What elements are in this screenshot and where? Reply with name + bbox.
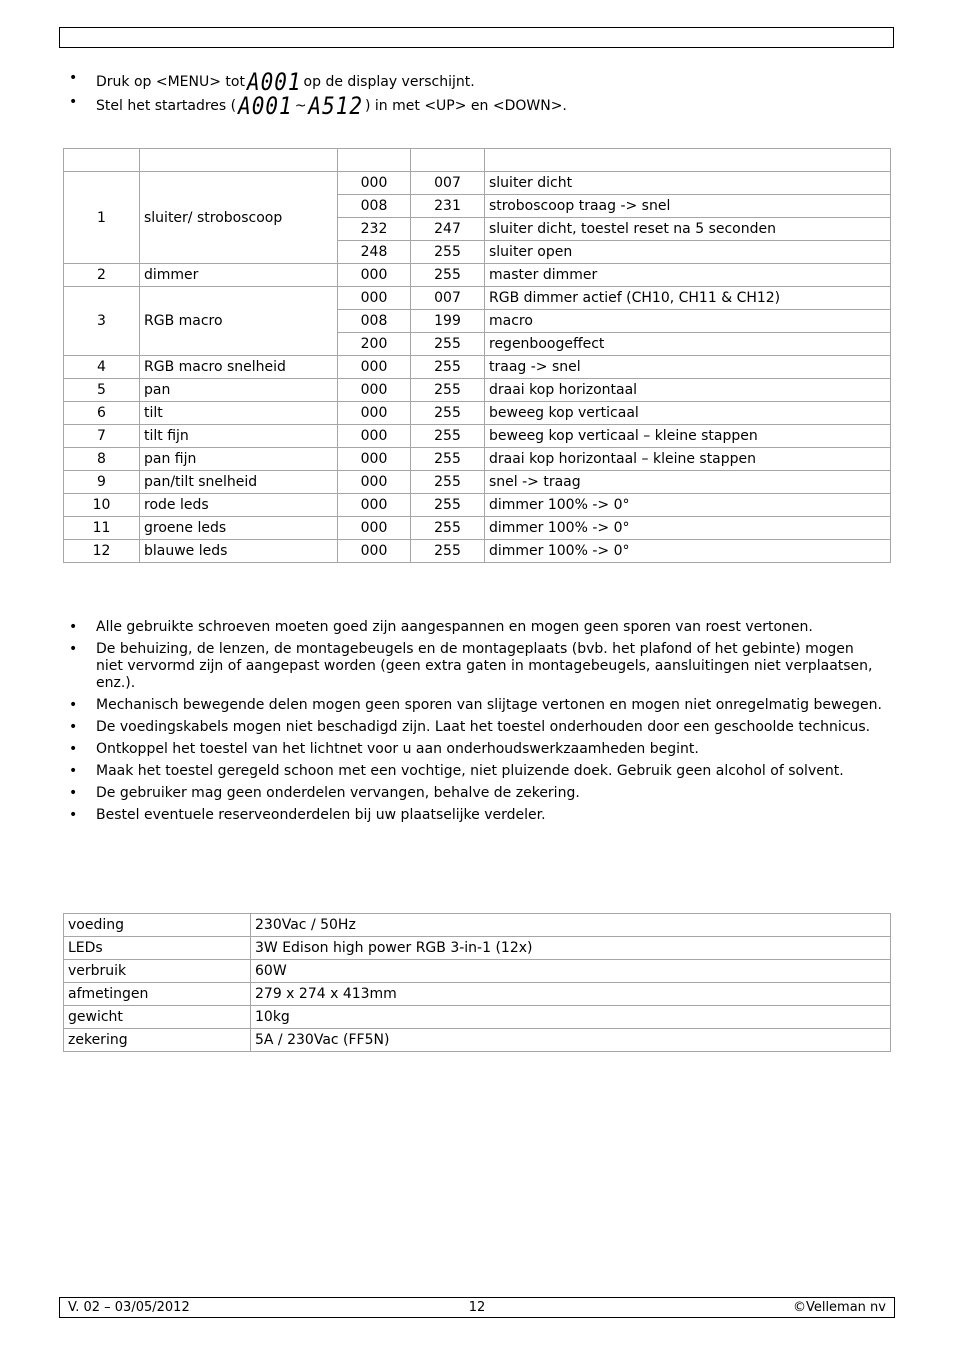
dmx-channel-table xyxy=(63,148,891,563)
channel-cell: 1 xyxy=(64,172,140,264)
bullet-icon: • xyxy=(69,641,78,657)
channel-cell: 8 xyxy=(64,448,140,471)
description-cell: dimmer 100% -> 0° xyxy=(485,517,891,540)
range-from-cell: 008 xyxy=(338,310,411,333)
bullet-icon: • xyxy=(69,70,78,86)
table-row xyxy=(64,517,891,540)
range-to-cell: 247 xyxy=(411,218,485,241)
description-cell: draai kop horizontaal xyxy=(485,379,891,402)
table-header-row xyxy=(64,149,891,172)
table-row xyxy=(64,356,891,379)
instruction-list xyxy=(0,67,954,120)
spec-value-cell: 230Vac / 50Hz xyxy=(251,914,891,937)
range-to-cell: 255 xyxy=(411,333,485,356)
table-row xyxy=(64,540,891,563)
channel-cell: 6 xyxy=(64,402,140,425)
function-cell: RGB macro snelheid xyxy=(140,356,338,379)
description-cell: stroboscoop traag -> snel xyxy=(485,195,891,218)
page-footer xyxy=(59,1297,895,1318)
channel-cell: 5 xyxy=(64,379,140,402)
bullet-icon: • xyxy=(69,741,78,757)
table-row xyxy=(64,425,891,448)
description-cell: sluiter dicht, toestel reset na 5 seconden xyxy=(485,218,891,241)
bullet-icon: • xyxy=(69,697,78,713)
list-item xyxy=(0,741,954,758)
range-to-cell: 255 xyxy=(411,264,485,287)
bullet-icon: • xyxy=(69,763,78,779)
range-from-cell: 000 xyxy=(338,172,411,195)
maintenance-text: Alle gebruikte schroeven moeten goed zijn aangespannen en mogen geen sporen van roest vertonen. xyxy=(96,619,813,635)
instruction-text: ) in met <UP> en <DOWN>. xyxy=(365,97,567,114)
spec-label-cell: zekering xyxy=(64,1029,251,1052)
channel-cell: 7 xyxy=(64,425,140,448)
list-item xyxy=(0,763,954,780)
instruction-text: Stel het startadres ( xyxy=(96,97,237,114)
range-to-cell: 199 xyxy=(411,310,485,333)
range-from-cell: 000 xyxy=(338,264,411,287)
table-row xyxy=(64,287,891,310)
range-to-cell: 007 xyxy=(411,287,485,310)
range-to-cell: 255 xyxy=(411,379,485,402)
page-header-box xyxy=(59,27,894,48)
channel-cell: 3 xyxy=(64,287,140,356)
maintenance-text: Maak het toestel geregeld schoon met een vochtige, niet pluizende doek. Gebruik geen alcohol of solvent. xyxy=(96,763,844,779)
description-cell: draai kop horizontaal – kleine stappen xyxy=(485,448,891,471)
channel-cell: 9 xyxy=(64,471,140,494)
function-cell: blauwe leds xyxy=(140,540,338,563)
instruction-text: op de display verschijnt. xyxy=(303,73,475,90)
page-number: 12 xyxy=(468,1300,486,1315)
maintenance-list xyxy=(0,619,954,829)
table-row xyxy=(64,402,891,425)
lcd-display-text: A001 xyxy=(246,67,302,96)
list-item xyxy=(0,785,954,802)
function-cell: rode leds xyxy=(140,494,338,517)
spec-value-cell: 5A / 230Vac (FF5N) xyxy=(251,1029,891,1052)
maintenance-text: Mechanisch bewegende delen mogen geen sporen van slijtage vertonen en mogen niet onregelmatig bewegen. xyxy=(96,697,882,713)
function-cell: RGB macro xyxy=(140,287,338,356)
list-item xyxy=(0,719,954,736)
range-from-cell: 248 xyxy=(338,241,411,264)
header-cell xyxy=(140,149,338,172)
description-cell: macro xyxy=(485,310,891,333)
function-cell: pan xyxy=(140,379,338,402)
function-cell: tilt fijn xyxy=(140,425,338,448)
spec-value-cell: 10kg xyxy=(251,1006,891,1029)
range-from-cell: 008 xyxy=(338,195,411,218)
header-cell xyxy=(338,149,411,172)
range-to-cell: 255 xyxy=(411,448,485,471)
maintenance-text: De behuizing, de lenzen, de montagebeugels en de montageplaats (bvb. het plafond of het gebinte) mogen niet vervormd zijn of aangepast worden (geen extra gaten in montagebeugels, aansluitingen niet verplaatsen, enz.). xyxy=(96,641,873,691)
maintenance-text: Bestel eventuele reserveonderdelen bij uw plaatselijke verdeler. xyxy=(96,807,546,823)
list-item xyxy=(0,641,954,692)
table-row xyxy=(64,1006,891,1029)
function-cell: sluiter/ stroboscoop xyxy=(140,172,338,264)
range-to-cell: 255 xyxy=(411,517,485,540)
spec-label-cell: gewicht xyxy=(64,1006,251,1029)
spec-value-cell: 3W Edison high power RGB 3-in-1 (12x) xyxy=(251,937,891,960)
range-from-cell: 000 xyxy=(338,517,411,540)
description-cell: beweeg kop verticaal – kleine stappen xyxy=(485,425,891,448)
range-from-cell: 000 xyxy=(338,540,411,563)
channel-cell: 11 xyxy=(64,517,140,540)
function-cell: pan fijn xyxy=(140,448,338,471)
maintenance-text: Ontkoppel het toestel van het lichtnet voor u aan onderhoudswerkzaamheden begint. xyxy=(96,741,699,757)
spec-label-cell: voeding xyxy=(64,914,251,937)
lcd-display-text: A001 xyxy=(238,91,293,120)
channel-cell: 4 xyxy=(64,356,140,379)
maintenance-text: De gebruiker mag geen onderdelen vervangen, behalve de zekering. xyxy=(96,785,580,801)
list-item xyxy=(0,619,954,636)
table-row xyxy=(64,172,891,195)
spec-label-cell: LEDs xyxy=(64,937,251,960)
bullet-icon: • xyxy=(69,807,78,823)
spec-value-cell: 60W xyxy=(251,960,891,983)
function-cell: dimmer xyxy=(140,264,338,287)
list-item xyxy=(0,807,954,824)
bullet-icon: • xyxy=(69,619,78,635)
copyright-text: ©Velleman nv xyxy=(792,1300,886,1315)
spec-label-cell: afmetingen xyxy=(64,983,251,1006)
table-row xyxy=(64,379,891,402)
bullet-icon: • xyxy=(69,719,78,735)
function-cell: pan/tilt snelheid xyxy=(140,471,338,494)
range-from-cell: 000 xyxy=(338,425,411,448)
maintenance-text: De voedingskabels mogen niet beschadigd zijn. Laat het toestel onderhouden door een geschoolde technicus. xyxy=(96,719,871,735)
range-to-cell: 255 xyxy=(411,540,485,563)
table-row xyxy=(64,471,891,494)
lcd-display-text: A512 xyxy=(308,91,363,120)
range-to-cell: 255 xyxy=(411,471,485,494)
range-to-cell: 231 xyxy=(411,195,485,218)
description-cell: dimmer 100% -> 0° xyxy=(485,494,891,517)
description-cell: master dimmer xyxy=(485,264,891,287)
tilde-text: ~ xyxy=(294,97,307,114)
spec-value-cell: 279 x 274 x 413mm xyxy=(251,983,891,1006)
range-from-cell: 000 xyxy=(338,356,411,379)
table-row xyxy=(64,1029,891,1052)
range-to-cell: 255 xyxy=(411,241,485,264)
range-from-cell: 200 xyxy=(338,333,411,356)
description-cell: sluiter open xyxy=(485,241,891,264)
range-from-cell: 000 xyxy=(338,448,411,471)
header-cell xyxy=(485,149,891,172)
channel-cell: 12 xyxy=(64,540,140,563)
description-cell: traag -> snel xyxy=(485,356,891,379)
range-from-cell: 232 xyxy=(338,218,411,241)
range-from-cell: 000 xyxy=(338,471,411,494)
list-item xyxy=(0,697,954,714)
range-to-cell: 007 xyxy=(411,172,485,195)
spec-table xyxy=(63,913,891,1052)
description-cell: snel -> traag xyxy=(485,471,891,494)
channel-cell: 10 xyxy=(64,494,140,517)
function-cell: groene leds xyxy=(140,517,338,540)
table-row xyxy=(64,983,891,1006)
description-cell: sluiter dicht xyxy=(485,172,891,195)
range-to-cell: 255 xyxy=(411,402,485,425)
header-cell xyxy=(64,149,140,172)
range-from-cell: 000 xyxy=(338,494,411,517)
instruction-text: Druk op <MENU> tot xyxy=(96,73,245,90)
table-row xyxy=(64,264,891,287)
description-cell: RGB dimmer actief (CH10, CH11 & CH12) xyxy=(485,287,891,310)
table-row xyxy=(64,937,891,960)
table-row xyxy=(64,494,891,517)
range-from-cell: 000 xyxy=(338,287,411,310)
range-to-cell: 255 xyxy=(411,356,485,379)
list-item xyxy=(0,67,954,96)
spec-label-cell: verbruik xyxy=(64,960,251,983)
channel-cell: 2 xyxy=(64,264,140,287)
description-cell: beweeg kop verticaal xyxy=(485,402,891,425)
table-row xyxy=(64,960,891,983)
table-row xyxy=(64,448,891,471)
range-from-cell: 000 xyxy=(338,379,411,402)
range-from-cell: 000 xyxy=(338,402,411,425)
range-to-cell: 255 xyxy=(411,494,485,517)
header-cell xyxy=(411,149,485,172)
version-text: V. 02 – 03/05/2012 xyxy=(68,1300,190,1315)
description-cell: dimmer 100% -> 0° xyxy=(485,540,891,563)
range-to-cell: 255 xyxy=(411,425,485,448)
function-cell: tilt xyxy=(140,402,338,425)
description-cell: regenboogeffect xyxy=(485,333,891,356)
bullet-icon: • xyxy=(69,785,78,801)
list-item xyxy=(0,91,954,120)
bullet-icon: • xyxy=(69,94,78,110)
table-row xyxy=(64,914,891,937)
